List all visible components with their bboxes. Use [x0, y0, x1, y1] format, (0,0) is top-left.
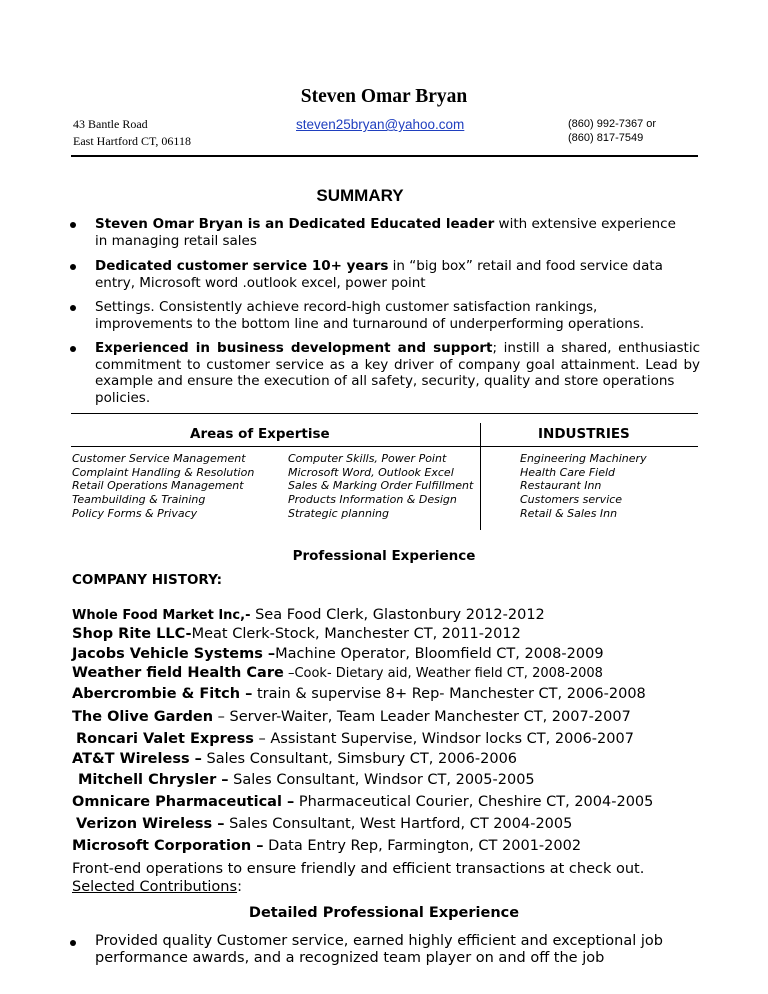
expertise-divider	[71, 446, 698, 447]
detailed-experience-heading: Detailed Professional Experience	[248, 905, 520, 921]
summary-bullet: Steven Omar Bryan is an Dedicated Educated leader with extensive experience in managing retail sales	[72, 216, 700, 249]
job-entry: Mitchell Chrysler – Sales Consultant, Windsor CT, 2005-2005	[78, 772, 535, 788]
bullet-dot-icon	[70, 346, 76, 352]
summary-bullet: Dedicated customer service 10+ years in “big box” retail and food service data entry, Microsoft word .outlook excel, power point	[72, 258, 700, 291]
job-entry: Abercrombie & Fitch – train & supervise 8+ Rep- Manchester CT, 2006-2008	[72, 686, 646, 702]
summary-bullet: Experienced in business development and support; instill a shared, enthusiastic commitment to customer service as a key driver of company goal attainment. Lead by example and ensure the execution of all safety, security, quality and store operations policies.	[72, 340, 700, 406]
header-divider	[71, 155, 698, 157]
industry-item: Restaurant Inn	[520, 479, 602, 493]
detailed-bullet: Provided quality Customer service, earned highly efficient and exceptional job performance awards, and a recognized team player on and off the job	[72, 933, 700, 967]
expertise-item: Policy Forms & Privacy	[72, 506, 198, 520]
industry-item: Health Care Field	[520, 465, 616, 479]
industries-heading: INDUSTRIES	[538, 426, 630, 442]
expertise-item: Strategic planning	[288, 506, 389, 520]
resume-name: Steven Omar Bryan	[300, 86, 468, 107]
industries-list	[520, 452, 647, 521]
expertise-item: Customer Service Management	[72, 452, 246, 465]
bullet-dot-icon	[70, 305, 76, 311]
phone-line-1: (860) 992-7367 or	[568, 118, 657, 130]
job-entry: AT&T Wireless – Sales Consultant, Simsbury CT, 2006-2006	[72, 751, 518, 767]
summary-heading: SUMMARY	[316, 186, 404, 205]
bullet-dot-icon	[70, 940, 76, 946]
job-entry: Whole Food Market Inc,- Sea Food Clerk, Glastonbury 2012-2012	[72, 607, 545, 623]
expertise-item: Complaint Handling & Resolution	[72, 465, 255, 479]
column-divider	[480, 423, 481, 530]
expertise-item: Computer Skills, Power Point	[288, 452, 447, 465]
job-entry: Roncari Valet Express – Assistant Supervise, Windsor locks CT, 2006-2007	[76, 731, 634, 747]
address-line-2: East Hartford CT, 06118	[73, 134, 191, 148]
expertise-item: Products Information & Design	[288, 493, 457, 507]
industry-item: Retail & Sales Inn	[520, 506, 618, 520]
industry-item: Customers service	[520, 493, 623, 507]
expertise-heading: Areas of Expertise	[190, 426, 330, 442]
job-entry: Shop Rite LLC-Meat Clerk-Stock, Manchester CT, 2011-2012	[72, 626, 521, 642]
email-link[interactable]: steven25bryan@yahoo.com	[296, 117, 465, 132]
expertise-item: Sales & Marking Order Fulfillment	[288, 479, 474, 493]
industry-item: Engineering Machinery	[520, 452, 647, 465]
bullet-dot-icon	[70, 222, 76, 228]
phone-line-2: (860) 817-7549	[568, 132, 644, 144]
job-entry: Verizon Wireless – Sales Consultant, West Hartford, CT 2004-2005	[76, 816, 573, 832]
company-history-heading: COMPANY HISTORY:	[72, 572, 223, 588]
expertise-item: Microsoft Word, Outlook Excel	[288, 465, 454, 479]
expertise-column-1	[72, 452, 254, 521]
job-entry: Microsoft Corporation – Data Entry Rep, Farmington, CT 2001-2002	[72, 838, 582, 854]
job-entry: Jacobs Vehicle Systems –Machine Operator, Bloomfield CT, 2008-2009	[72, 646, 604, 662]
front-end-text: Front-end operations to ensure friendly and efficient transactions at check out.	[72, 861, 645, 877]
expertise-item: Teambuilding & Training	[72, 493, 206, 507]
address-line-1: 43 Bantle Road	[73, 117, 148, 131]
selected-contributions: Selected Contributions:	[72, 879, 242, 895]
summary-divider	[71, 413, 698, 414]
bullet-dot-icon	[70, 264, 76, 270]
experience-heading: Professional Experience	[292, 548, 476, 564]
job-entry: Weather field Health Care –Cook- Dietary aid, Weather field CT, 2008-2008	[72, 665, 603, 681]
job-entry: The Olive Garden – Server-Waiter, Team Leader Manchester CT, 2007-2007	[72, 709, 631, 725]
job-entry: Omnicare Pharmaceutical – Pharmaceutical Courier, Cheshire CT, 2004-2005	[72, 794, 654, 810]
summary-bullet: Settings. Consistently achieve record-high customer satisfaction rankings, improvements to the bottom line and turnaround of underperforming operations.	[72, 299, 700, 332]
expertise-column-2	[288, 452, 473, 521]
expertise-item: Retail Operations Management	[72, 479, 244, 493]
